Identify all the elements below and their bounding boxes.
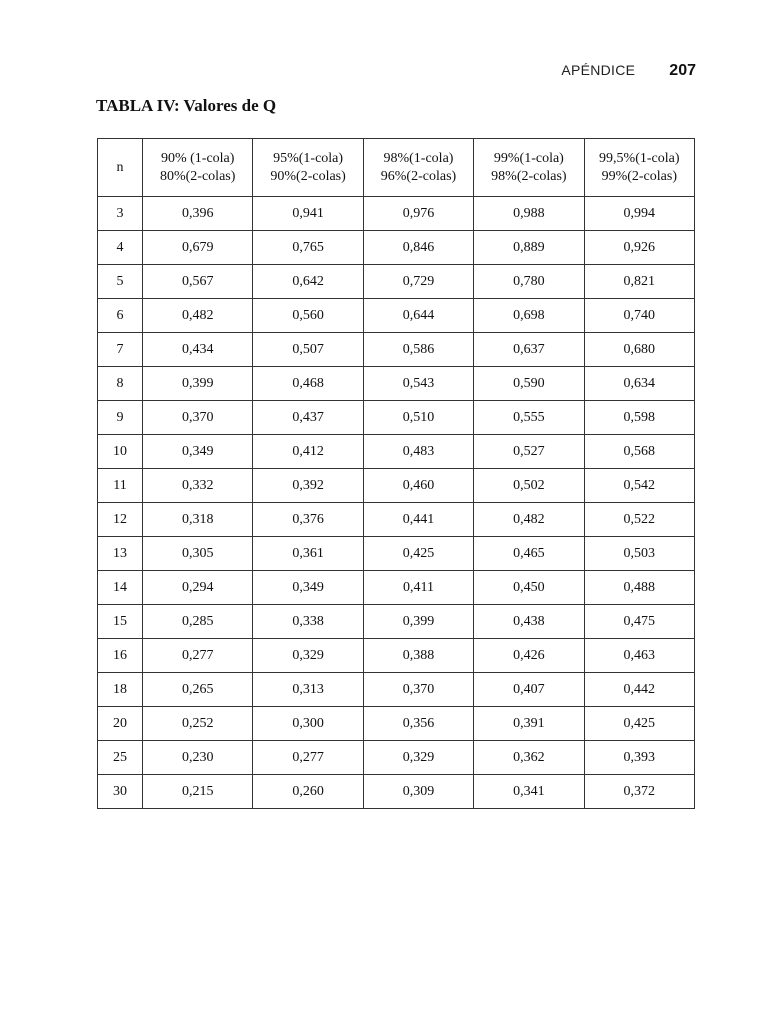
q-value-cell: 0,349 — [253, 571, 363, 605]
column-header-one-tail: 98%(1-cola) — [383, 150, 454, 166]
column-header-one-tail: 90% (1-cola) — [160, 150, 235, 166]
n-cell: 13 — [98, 537, 143, 571]
table-header — [98, 139, 695, 197]
q-value-cell: 0,294 — [143, 571, 253, 605]
q-value-cell: 0,392 — [253, 469, 363, 503]
q-value-cell: 0,425 — [584, 707, 694, 741]
q-value-cell: 0,846 — [363, 231, 473, 265]
column-header-two-tail: 98%(2-colas) — [491, 168, 567, 184]
q-value-cell: 0,679 — [143, 231, 253, 265]
table-row — [98, 605, 695, 639]
table-row — [98, 299, 695, 333]
n-cell: 7 — [98, 333, 143, 367]
q-value-cell: 0,361 — [253, 537, 363, 571]
n-cell: 9 — [98, 401, 143, 435]
q-value-cell: 0,637 — [474, 333, 584, 367]
column-header-one-tail: 99%(1-cola) — [493, 150, 564, 166]
q-value-cell: 0,230 — [143, 741, 253, 775]
q-value-cell: 0,941 — [253, 197, 363, 231]
n-cell: 11 — [98, 469, 143, 503]
q-value-cell: 0,642 — [253, 265, 363, 299]
n-cell: 6 — [98, 299, 143, 333]
table-body — [98, 197, 695, 809]
q-value-cell: 0,318 — [143, 503, 253, 537]
table-row — [98, 775, 695, 809]
q-values-table — [97, 138, 695, 809]
q-value-cell: 0,475 — [584, 605, 694, 639]
q-value-cell: 0,522 — [584, 503, 694, 537]
header-row — [98, 139, 695, 197]
q-value-cell: 0,976 — [363, 197, 473, 231]
q-value-cell: 0,680 — [584, 333, 694, 367]
q-value-cell: 0,483 — [363, 435, 473, 469]
q-value-cell: 0,349 — [143, 435, 253, 469]
q-value-cell: 0,265 — [143, 673, 253, 707]
column-header-one-tail: 95%(1-cola) — [273, 150, 344, 166]
q-value-cell: 0,362 — [474, 741, 584, 775]
q-value-cell: 0,425 — [363, 537, 473, 571]
q-value-cell: 0,926 — [584, 231, 694, 265]
q-value-cell: 0,437 — [253, 401, 363, 435]
q-value-cell: 0,468 — [253, 367, 363, 401]
q-value-cell: 0,441 — [363, 503, 473, 537]
table-row — [98, 197, 695, 231]
q-value-cell: 0,765 — [253, 231, 363, 265]
column-header-two-tail: 99%(2-colas) — [601, 168, 677, 184]
column-header-98 — [363, 139, 473, 197]
column-header-two-tail: 80%(2-colas) — [159, 168, 236, 184]
q-value-cell: 0,527 — [474, 435, 584, 469]
q-value-cell: 0,434 — [143, 333, 253, 367]
table-row — [98, 367, 695, 401]
column-header-99-5 — [584, 139, 694, 197]
q-value-cell: 0,300 — [253, 707, 363, 741]
table-title: TABLA IV: Valores de Q — [96, 96, 277, 115]
table-row — [98, 707, 695, 741]
q-value-cell: 0,463 — [584, 639, 694, 673]
q-value-cell: 0,994 — [584, 197, 694, 231]
q-value-cell: 0,407 — [474, 673, 584, 707]
table-row — [98, 435, 695, 469]
n-cell: 14 — [98, 571, 143, 605]
q-value-cell: 0,399 — [363, 605, 473, 639]
n-column-header: n — [98, 139, 143, 197]
n-cell: 4 — [98, 231, 143, 265]
q-value-cell: 0,277 — [143, 639, 253, 673]
q-value-cell: 0,988 — [474, 197, 584, 231]
q-value-cell: 0,507 — [253, 333, 363, 367]
q-value-cell: 0,465 — [474, 537, 584, 571]
q-value-cell: 0,740 — [584, 299, 694, 333]
table-row — [98, 741, 695, 775]
q-value-cell: 0,460 — [363, 469, 473, 503]
q-value-cell: 0,821 — [584, 265, 694, 299]
q-value-cell: 0,543 — [363, 367, 473, 401]
column-header-one-tail: 99,5%(1-cola) — [599, 150, 680, 166]
table-row — [98, 265, 695, 299]
q-value-cell: 0,780 — [474, 265, 584, 299]
q-value-cell: 0,411 — [363, 571, 473, 605]
q-value-cell: 0,510 — [363, 401, 473, 435]
q-value-cell: 0,542 — [584, 469, 694, 503]
n-cell: 30 — [98, 775, 143, 809]
table-row — [98, 401, 695, 435]
q-value-cell: 0,313 — [253, 673, 363, 707]
column-header-99 — [474, 139, 584, 197]
q-value-cell: 0,450 — [474, 571, 584, 605]
q-value-cell: 0,568 — [584, 435, 694, 469]
n-cell: 25 — [98, 741, 143, 775]
q-value-cell: 0,260 — [253, 775, 363, 809]
q-value-cell: 0,502 — [474, 469, 584, 503]
table-row — [98, 469, 695, 503]
q-value-cell: 0,372 — [584, 775, 694, 809]
q-value-cell: 0,698 — [474, 299, 584, 333]
q-value-cell: 0,412 — [253, 435, 363, 469]
q-value-cell: 0,329 — [253, 639, 363, 673]
q-value-cell: 0,560 — [253, 299, 363, 333]
n-cell: 15 — [98, 605, 143, 639]
q-value-cell: 0,305 — [143, 537, 253, 571]
q-value-cell: 0,426 — [474, 639, 584, 673]
table-row — [98, 503, 695, 537]
section-name: APÉNDICE — [561, 62, 636, 78]
q-value-cell: 0,332 — [143, 469, 253, 503]
column-header-two-tail: 96%(2-colas) — [380, 168, 457, 184]
n-cell: 10 — [98, 435, 143, 469]
q-value-cell: 0,370 — [143, 401, 253, 435]
q-value-cell: 0,277 — [253, 741, 363, 775]
column-header-90 — [143, 139, 253, 197]
q-value-cell: 0,488 — [584, 571, 694, 605]
q-value-cell: 0,729 — [363, 265, 473, 299]
q-value-cell: 0,442 — [584, 673, 694, 707]
n-cell: 16 — [98, 639, 143, 673]
table-row — [98, 537, 695, 571]
q-value-cell: 0,590 — [474, 367, 584, 401]
n-cell: 12 — [98, 503, 143, 537]
table-row — [98, 333, 695, 367]
q-value-cell: 0,567 — [143, 265, 253, 299]
q-value-cell: 0,329 — [363, 741, 473, 775]
q-value-cell: 0,252 — [143, 707, 253, 741]
table-row — [98, 639, 695, 673]
q-value-cell: 0,393 — [584, 741, 694, 775]
q-value-cell: 0,598 — [584, 401, 694, 435]
n-cell: 8 — [98, 367, 143, 401]
q-value-cell: 0,356 — [363, 707, 473, 741]
table-row — [98, 673, 695, 707]
column-header-two-tail: 90%(2-colas) — [270, 168, 346, 184]
q-value-cell: 0,388 — [363, 639, 473, 673]
q-value-cell: 0,376 — [253, 503, 363, 537]
q-value-cell: 0,438 — [474, 605, 584, 639]
n-cell: 5 — [98, 265, 143, 299]
q-value-cell: 0,482 — [474, 503, 584, 537]
q-value-cell: 0,503 — [584, 537, 694, 571]
q-value-cell: 0,341 — [474, 775, 584, 809]
n-cell: 18 — [98, 673, 143, 707]
q-value-cell: 0,370 — [363, 673, 473, 707]
q-value-cell: 0,338 — [253, 605, 363, 639]
table-row — [98, 231, 695, 265]
running-head — [561, 62, 696, 80]
q-value-cell: 0,396 — [143, 197, 253, 231]
q-value-cell: 0,586 — [363, 333, 473, 367]
q-value-cell: 0,309 — [363, 775, 473, 809]
q-value-cell: 0,285 — [143, 605, 253, 639]
page-number: 207 — [669, 62, 696, 79]
q-value-cell: 0,482 — [143, 299, 253, 333]
q-value-cell: 0,391 — [474, 707, 584, 741]
q-value-cell: 0,555 — [474, 401, 584, 435]
q-value-cell: 0,644 — [363, 299, 473, 333]
q-value-cell: 0,889 — [474, 231, 584, 265]
n-cell: 20 — [98, 707, 143, 741]
table-row — [98, 571, 695, 605]
column-header-95 — [253, 139, 363, 197]
q-value-cell: 0,634 — [584, 367, 694, 401]
q-value-cell: 0,215 — [143, 775, 253, 809]
n-cell: 3 — [98, 197, 143, 231]
q-value-cell: 0,399 — [143, 367, 253, 401]
